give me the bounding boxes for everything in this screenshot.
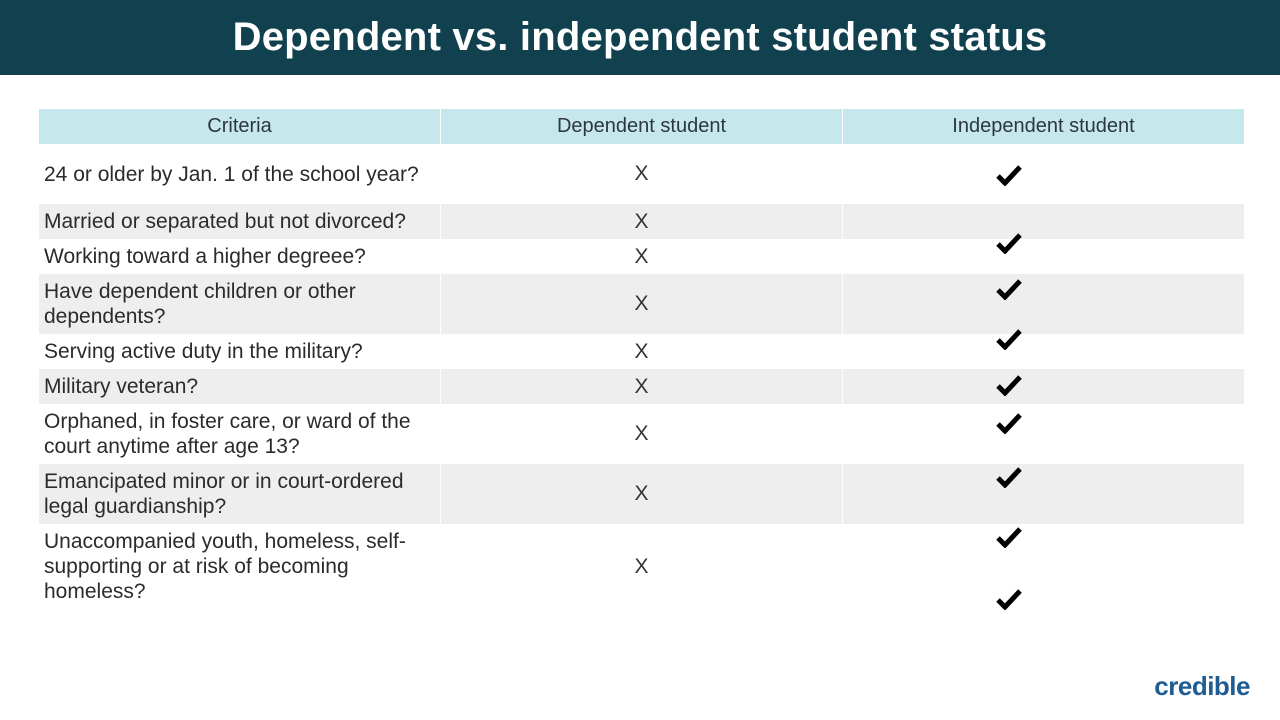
independent-cell xyxy=(842,144,1244,204)
page-title: Dependent vs. independent student status xyxy=(232,15,1048,59)
table-header-row xyxy=(39,109,1244,144)
dependent-cell xyxy=(440,404,842,464)
table-row xyxy=(39,369,1244,404)
dependent-cell xyxy=(440,369,842,404)
criteria-cell: Have dependent children or other dependents? xyxy=(44,280,356,328)
x-mark: X xyxy=(634,422,649,445)
table-row xyxy=(39,404,1244,464)
independent-cell xyxy=(842,274,1244,334)
credible-logo: credible xyxy=(1154,671,1250,701)
title-banner xyxy=(0,0,1280,75)
header-dependent-student: Dependent student xyxy=(440,109,842,144)
criteria-cell: Military veteran? xyxy=(44,375,199,398)
header-criteria: Criteria xyxy=(207,115,272,137)
independent-cell xyxy=(842,334,1244,369)
x-mark: X xyxy=(634,244,649,268)
independent-cell xyxy=(842,239,1244,274)
dependent-cell xyxy=(440,239,842,274)
dependent-cell xyxy=(440,274,842,334)
x-mark: X xyxy=(634,374,649,398)
dependent-cell xyxy=(440,144,842,204)
criteria-cell: Serving active duty in the military? xyxy=(44,340,363,363)
independent-cell xyxy=(842,204,1244,239)
criteria-cell: Unaccompanied youth, homeless, self-supporting or at risk of becoming homeless? xyxy=(44,530,406,603)
table-row xyxy=(39,334,1244,369)
comparison-table xyxy=(39,109,1244,609)
criteria-cell: Working toward a higher degreee? xyxy=(44,245,366,268)
independent-cell xyxy=(842,464,1244,524)
x-mark: X xyxy=(634,292,649,315)
table-row xyxy=(39,239,1244,274)
independent-cell xyxy=(842,369,1244,404)
x-mark: X xyxy=(634,482,649,505)
dependent-cell xyxy=(440,464,842,524)
criteria-cell: Orphaned, in foster care, or ward of the court anytime after age 13? xyxy=(44,410,411,458)
independent-cell xyxy=(842,404,1244,464)
table-row xyxy=(39,464,1244,524)
independent-cell xyxy=(842,524,1244,609)
x-mark: X xyxy=(634,209,649,233)
table-row xyxy=(39,524,1244,609)
criteria-cell: 24 or older by Jan. 1 of the school year? xyxy=(44,162,419,186)
x-mark: X xyxy=(634,162,649,185)
dependent-cell xyxy=(440,524,842,609)
criteria-cell: Married or separated but not divorced? xyxy=(44,210,406,233)
table-row xyxy=(39,204,1244,239)
header-independent-student: Independent student xyxy=(842,109,1244,144)
dependent-cell xyxy=(440,334,842,369)
table-row xyxy=(39,144,1244,204)
dependent-cell xyxy=(440,204,842,239)
table-row xyxy=(39,274,1244,334)
criteria-cell: Emancipated minor or in court-ordered legal guardianship? xyxy=(44,470,404,518)
x-mark: X xyxy=(634,339,649,363)
x-mark: X xyxy=(634,554,649,578)
